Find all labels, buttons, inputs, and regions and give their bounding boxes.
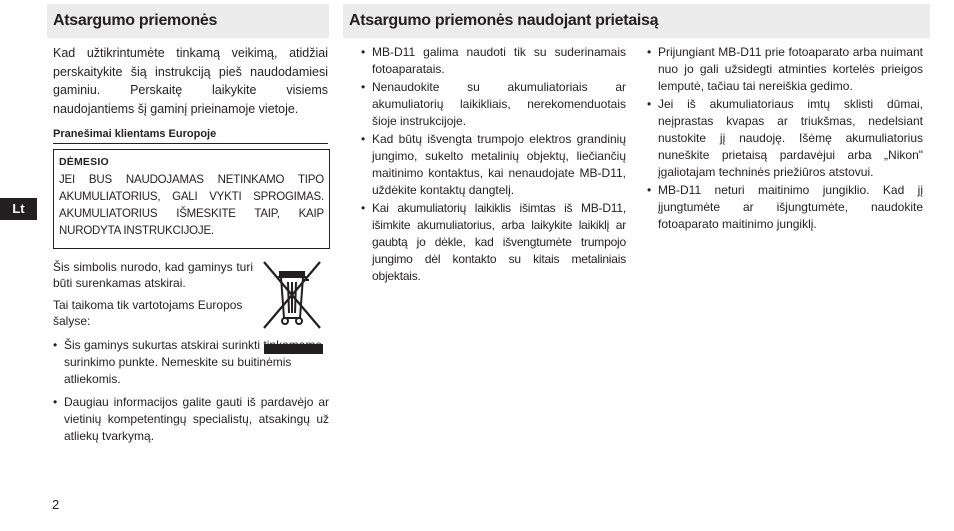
left-bullet-1-text: Šis gaminys sukurtas atskirai surinkti tinkamame surinkimo punkte. Nemeskite su buitinėmis atliekomis. xyxy=(64,338,323,386)
left-bullet-1 xyxy=(53,337,329,388)
right-bullet-3: • MB-D11 neturi maitinimo jungiklio. Kad jį įjungtumėte ar išjungtumėte, naudokite fotoaparato maitinimo jungiklį. xyxy=(647,182,923,233)
left-bullet-2-text: Daugiau informacijos galite gauti iš pardavėjo ar vietinių kompetentingų specialistų, atsakingų už atliekų tvarkymą. xyxy=(64,395,329,443)
intro-paragraph xyxy=(53,44,328,118)
symbol-text-2: Tai taikoma tik vartotojams Europos šalyse: xyxy=(53,298,243,328)
warning-box xyxy=(53,149,330,249)
left-heading: Atsargumo priemonės xyxy=(53,12,218,29)
right-heading-bar xyxy=(343,4,930,38)
left-bullet-2 xyxy=(53,394,329,445)
symbol-text-1: Šis simbolis nurodo, kad gaminys turi būti surenkamas atskirai. xyxy=(53,260,253,290)
symbol-description xyxy=(53,259,253,335)
mid-bullet-3: • Kad būtų išvengta trumpojo elektros grandinių jungimo, sukelto metalinių objektų, liečiančių maitinimo kontaktus, kai nenaudojate MB-D11, uždėkite kontaktų dangtelį. xyxy=(361,131,626,199)
language-tab: Lt xyxy=(0,198,37,220)
right-bullet-1: • Prijungiant MB-D11 prie fotoaparato arba nuimant nuo jo gali užsidegti atminties kortelės prieigos lemputė, tačiau tai nereiškia gedimo. xyxy=(647,44,923,95)
warning-text: JEI BUS NAUDOJAMAS NETINKAMO TIPO AKUMULIATORIUS, GALI VYKTI SPROGIMAS. AKUMULIATORIUS IŠMESKITE TAIP, KAIP NURODYTA INSTRUKCIJOJE. xyxy=(59,174,324,237)
mid-bullet-4: • Kai akumuliatorių laikiklis išimtas iš MB-D11, išimkite akumuliatorius, arba laikykite laikiklį ar gaubtą jo dėkle, kad išvengtumėte trumpojo jungimo dėl kontakto su kitais metaliniais objektais. xyxy=(361,200,626,285)
section-title: Pranešimai klientams Europoje xyxy=(53,127,328,144)
warning-title: DĖMESIO xyxy=(59,156,109,168)
right-bullet-list xyxy=(647,44,923,234)
mid-bullet-2: • Nenaudokite su akumuliatoriais ar akumuliatorių laikikliais, nerekomenduotais šioje instrukcijoje. xyxy=(361,79,626,130)
left-heading-bar xyxy=(47,4,329,38)
intro-text: Kad užtikrintumėte tinkamą veikimą, atidžiai perskaitykite šią instrukciją pieš naudodamiesi gaminiu. Perskaitę laikykite visiems naudojantiems šį gaminį prieinamoje vietoje. xyxy=(53,46,328,116)
right-heading: Atsargumo priemonės naudojant prietaisą xyxy=(349,12,659,29)
mid-bullet-1: • MB-D11 galima naudoti tik su suderinamais fotoaparatais. xyxy=(361,44,626,78)
page-number: 2 xyxy=(52,497,60,512)
left-bullet-list xyxy=(53,337,329,451)
middle-bullet-list xyxy=(361,44,626,286)
right-bullet-2: • Jei iš akumuliatoriaus imtų sklisti dūmai, neįprastas kvapas ar triukšmas, nedelsiant nustokite jį naudoję. Išėmę akumuliatorius nuneškite prietaisą pardavėjui arba „Nikon" įgaliotajam techninės priežiūros atstovui. xyxy=(647,96,923,181)
